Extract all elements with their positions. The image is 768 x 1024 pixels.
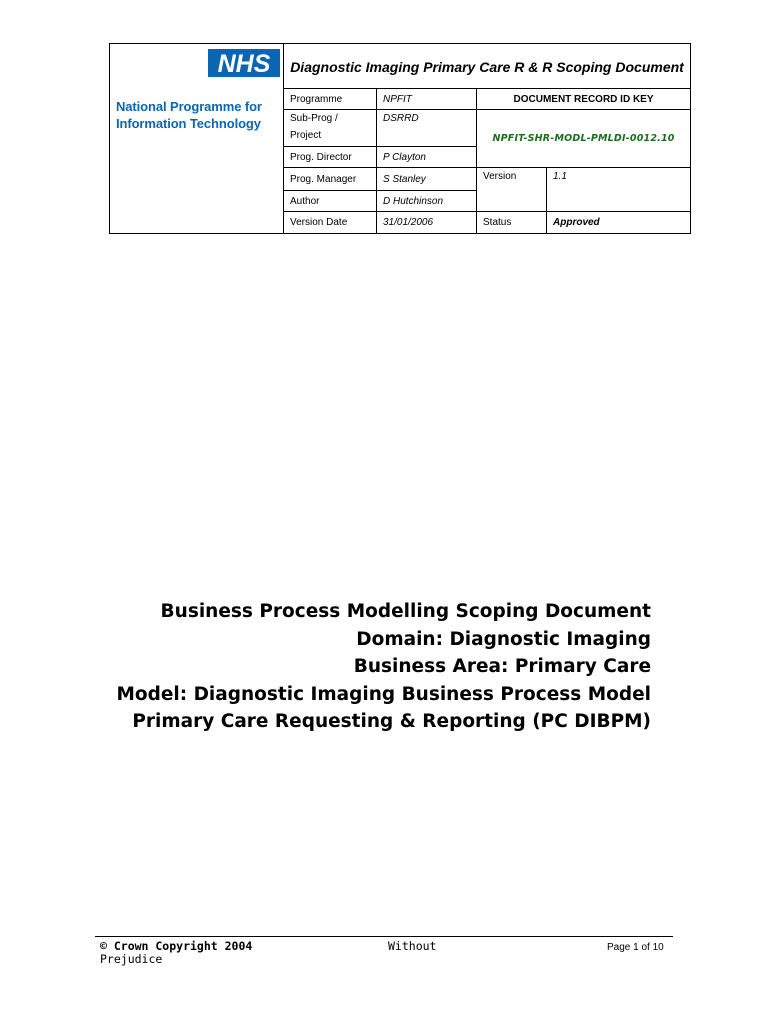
version-value: 1.1	[547, 168, 691, 212]
copyright-text: © Crown Copyright 2004	[100, 939, 253, 953]
document-title: Diagnostic Imaging Primary Care R & R Scoping Document	[284, 44, 691, 89]
logo-cell	[110, 44, 284, 234]
director-label: Prog. Director	[284, 147, 377, 168]
title-line-2: Domain: Diagnostic Imaging	[356, 628, 651, 650]
record-id-value: NPFIT-SHR-MODL-PMLDI-0012.10	[477, 110, 691, 168]
manager-label: Prog. Manager	[284, 168, 377, 191]
version-label: Version	[477, 168, 547, 212]
prejudice-text: Prejudice	[100, 952, 163, 966]
title-line-3: Business Area: Primary Care	[353, 656, 651, 677]
manager-value: S Stanley	[377, 168, 477, 191]
programme-name	[116, 98, 284, 132]
title-line-4: Model: Diagnostic Imaging Business Process Model	[116, 683, 651, 705]
author-value: D Hutchinson	[377, 191, 477, 212]
author-label: Author	[284, 191, 377, 212]
document-title-block	[116, 598, 651, 736]
subprog-label-line-1: Sub-Prog /	[290, 113, 338, 124]
page-number: Page 1 of 10	[607, 942, 664, 953]
status-label: Status	[477, 212, 547, 234]
subprog-label	[284, 110, 377, 147]
director-value: P Clayton	[377, 147, 477, 168]
programme-label: Programme	[284, 89, 377, 110]
version-date-value: 31/01/2006	[377, 212, 477, 234]
footer-copyright	[100, 940, 252, 966]
title-line-1: Business Process Modelling Scoping Document	[160, 601, 651, 622]
programme-name-line-2: Information Technology	[116, 116, 261, 131]
document-header-table	[109, 43, 691, 234]
subprog-label-line-2: Project	[290, 130, 322, 141]
record-id-heading: DOCUMENT RECORD ID KEY	[477, 89, 691, 110]
programme-name-line-1: National Programme for	[116, 99, 262, 114]
version-date-label: Version Date	[284, 212, 377, 234]
nhs-logo	[208, 49, 280, 77]
subprog-value: DSRRD	[377, 110, 477, 147]
footer-without: Without	[388, 939, 437, 953]
nhs-logo-text: NHS	[217, 50, 271, 77]
status-value: Approved	[547, 212, 691, 234]
footer-divider	[95, 936, 673, 937]
programme-value: NPFIT	[377, 89, 477, 110]
title-line-5: Primary Care Requesting & Reporting (PC DIBPM)	[132, 711, 651, 732]
